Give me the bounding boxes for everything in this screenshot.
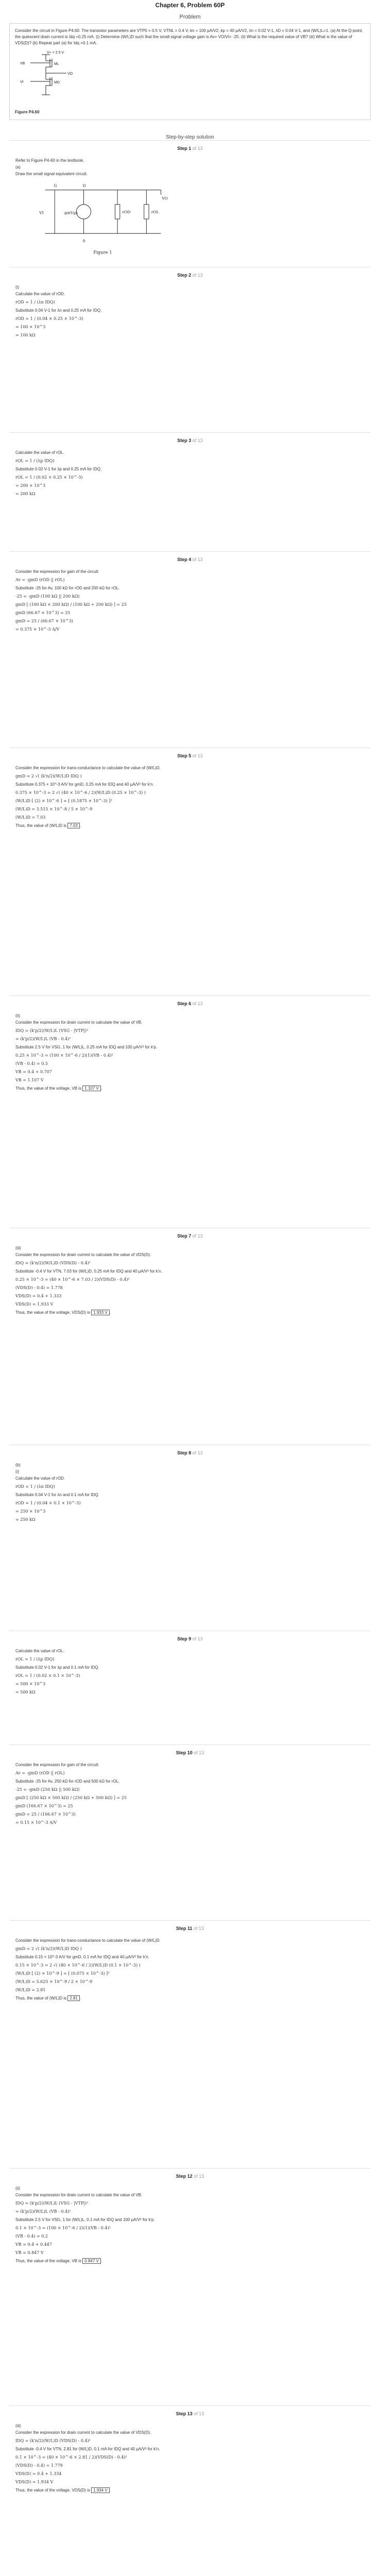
step-heading [9, 1745, 371, 1759]
step-number: Step 9 [177, 1636, 192, 1641]
md-label: MD [54, 81, 60, 84]
text-line: (a) [15, 165, 21, 170]
step-body [9, 566, 371, 641]
text-line: Consider the expression for gain of the circuit. [15, 1762, 99, 1767]
text-line: Substitute -25 for Av, 100 kΩ for rOD and 200 kΩ for rOL. [15, 586, 120, 590]
vi-label: VI [20, 80, 24, 84]
step-heading [9, 1631, 371, 1646]
step-number: Step 7 [177, 1233, 192, 1239]
solution-step [9, 267, 371, 432]
equation-line: rOL = 1 / (0.02 × 0.25 × 10^-3) [15, 475, 83, 480]
equation-line: VB = 0.4 + 0.447 [15, 2242, 52, 2247]
step-of-total: of 13 [192, 1750, 204, 1755]
step-of-total: of 13 [191, 1636, 203, 1641]
equation-line: 0.25 × 10^-3 = (40 × 10^-6 × 7.03 / 2)(VDS(D) - 0.4)² [15, 1277, 130, 1282]
vb-label: VB [20, 62, 25, 65]
step-body [9, 1460, 371, 1532]
equation-line: rOL = 1 / (λp IDQ) [15, 1657, 55, 1662]
equation-line: rOD = 1 / (λn IDQ) [15, 1484, 55, 1489]
equation-line: = 100 kΩ [15, 333, 36, 337]
step-heading [9, 1921, 371, 1935]
circuit-label-s: S [82, 239, 85, 243]
step-of-total: of 13 [191, 1450, 203, 1455]
solution-step [9, 2168, 371, 2405]
problem-statement [9, 23, 371, 120]
step-number: Step 3 [177, 438, 192, 443]
step-heading [9, 552, 371, 566]
equation-line: IDQ = (k'p/2)(W/L)L (VSG - |VTP|)² [15, 2201, 89, 2206]
answer-line [15, 1995, 365, 2002]
equation-line: (W/L)D = 2.81 [15, 1988, 46, 1992]
step-of-total: of 13 [191, 146, 203, 151]
answer-box: 1.107 V [82, 1086, 101, 1091]
step-body [9, 282, 371, 347]
step-number: Step 4 [177, 557, 192, 562]
text-line: Substitute 2.5 V for VSG, 1 for (W/L)L, 0.25 mA for IDQ and 100 µA/V² for k'p. [15, 1045, 158, 1049]
text-line: (ii) [15, 1013, 20, 1018]
equation-line: rOD = 1 / (0.04 × 0.1 × 10^-3) [15, 1501, 81, 1505]
text-line: Consider the expression for trans-conductance to calculate the value of (W/L)D. [15, 1938, 161, 1943]
step-body [9, 762, 371, 836]
figure-caption: Figure P4.60 [15, 110, 40, 114]
text-line: Consider the expression for drain current to calculate the value of VB. [15, 2193, 143, 2197]
step-number: Step 8 [177, 1450, 192, 1455]
step-body [9, 2420, 371, 2501]
text-line: Calculate the value of rOD. [15, 1476, 65, 1481]
equation-line: (W/L)D [ (2) × 10^-9 ] = [ (0.075 × 10^-3) ]² [15, 1971, 110, 1976]
text-line: Substitute 0.02 V-1 for λp and 0.1 mA for IDQ. [15, 1665, 99, 1670]
equation-line: gmD = 25 / (66.67 × 10^3) [15, 619, 73, 623]
text-line: Substitute -25 for Av, 250 kΩ for rOD and 500 kΩ for rOL. [15, 1779, 120, 1784]
vo-label: VO [67, 72, 73, 76]
problem-label: Problem [179, 14, 201, 20]
equation-line: 0.375 × 10^-3 = 2 √( (40 × 10^-6 / 2)(W/L)D (0.25 × 10^-3) ) [15, 790, 146, 795]
step-of-total: of 13 [192, 1926, 204, 1931]
text-line: Consider the expression for trans-conductance to calculate the value of (W/L)D. [15, 766, 161, 770]
answer-period: . [79, 1996, 81, 2001]
answer-period: . [100, 2259, 102, 2263]
step-body [9, 1759, 371, 1835]
step-number: Step 1 [177, 146, 192, 151]
text-line: Consider the expression for drain current to calculate the value of VB. [15, 1020, 143, 1025]
equation-line: (W/L)D = 7.03 [15, 815, 46, 820]
step-heading [9, 1228, 371, 1243]
equation-line: = (k'p/2)(W/L)L (VB - 0.4)² [15, 1037, 71, 1041]
equation-line: VB = 0.847 V [15, 2250, 44, 2255]
answer-box: 0.847 V [82, 2258, 101, 2264]
equation-line: (W/L)D = 3.515 × 10^-8 / 5 × 10^-9 [15, 807, 93, 811]
circuit-label-ro2: rOL [151, 209, 159, 214]
equation-line: IDQ = (k'p/2)(W/L)L (VSG - |VTP|)² [15, 1028, 89, 1033]
equation-line: = 0.375 × 10^-3 A/V [15, 627, 60, 632]
text-line: (iii) [15, 2424, 21, 2428]
text-line: Calculate the value of rOL. [15, 450, 64, 455]
current-source [76, 205, 91, 219]
step-number: Step 11 [176, 1926, 193, 1931]
equation-line: gmD [ (250 kΩ × 500 kΩ) / (250 kΩ + 500 kΩ) ] = 25 [15, 1795, 127, 1800]
answer-period: . [109, 1310, 111, 1315]
text-line: Draw the small signal equivalent circuit. [15, 172, 88, 176]
text-line: (ii) [15, 2186, 20, 2191]
step-heading [9, 996, 371, 1010]
equation-line: = (k'p/2)(W/L)L (VB - 0.4)² [15, 2209, 71, 2214]
answer-period: . [100, 1086, 102, 1091]
text-line: Calculate the value of rOL. [15, 1649, 64, 1653]
figure-p4-60 [15, 49, 92, 106]
answer-line [15, 2487, 365, 2494]
solution-step [9, 1228, 371, 1445]
equation-line: VDS(D) = 0.4 + 1.333 [15, 1294, 62, 1298]
text-line: (i) [15, 1469, 20, 1474]
answer-box: 1.934 V [91, 2487, 110, 2493]
text-line: Substitute 0.375 × 10^-3 A/V for gmD, 0.25 mA for IDQ and 40 µA/V² for k'n. [15, 782, 154, 787]
solution-step [9, 432, 371, 551]
circuit-label-caption: Figure 1 [93, 249, 112, 255]
equation-line: -25 = -gmD (250 kΩ || 500 kΩ) [15, 1787, 80, 1792]
equation-line: gmD [ (100 kΩ × 200 kΩ) / (100 kΩ + 200 kΩ) ] = 25 [15, 602, 127, 607]
solution-step [9, 995, 371, 1228]
text-line: Substitute -0.4 V for VTN, 2.81 for (W/L)D, 0.1 mA for IDQ and 40 µA/V² for k'n. [15, 2447, 160, 2451]
equation-line: = 250 kΩ [15, 1517, 36, 1522]
equation-line: VB = 0.4 + 0.707 [15, 1070, 52, 1074]
circuit-label-ro1: rOD [122, 209, 131, 214]
circuit-label-vi: VI [39, 210, 44, 215]
equation-line: (VDS(D) - 0.4) = 1.778 [15, 1285, 63, 1290]
answer-box: 1.933 V [91, 1310, 110, 1315]
equation-line: Av = -gmD (rOD || rOL) [15, 1771, 65, 1775]
equation-line: rOL = 1 / (λp IDQ) [15, 459, 55, 463]
text-line: (b) [15, 1463, 21, 1467]
supply-label: V+ = 2.5 V [47, 51, 64, 55]
step-heading [9, 141, 371, 155]
equation-line: VB = 1.107 V [15, 1078, 44, 1082]
solution-step [9, 748, 371, 995]
equation-line: IDQ = (k'n/2)(W/L)D (VDS(D) - 0.4)² [15, 2438, 91, 2443]
answer-line [15, 1085, 365, 1092]
text-line: Refer to Figure P4-60 in the textbook. [15, 158, 84, 163]
answer-line [15, 2258, 365, 2264]
answer-prefix: Thus, the value of the voltage, VB is [15, 1086, 83, 1091]
equation-line: = 500 × 10^3 [15, 1682, 46, 1686]
text-line: (iii) [15, 1246, 21, 1250]
equation-line: -25 = -gmD (100 kΩ || 200 kΩ) [15, 594, 80, 599]
answer-prefix: Thus, the value of the voltage, VDS(D) is [15, 2488, 92, 2493]
equation-line: rOL = 1 / (0.02 × 0.1 × 10^-3) [15, 1673, 80, 1678]
equation-line: rOD = 1 / (0.04 × 0.25 × 10^-3) [15, 316, 83, 321]
text-line: Substitute 0.02 V-1 for λp and 0.25 mA for IDQ. [15, 467, 102, 471]
equation-line: (W/L)D = 5.625 × 10^-9 / 2 × 10^-9 [15, 1979, 93, 1984]
step-of-total: of 13 [191, 438, 203, 443]
step-body [9, 2183, 371, 2272]
equation-line: (VDS(D) - 0.4) = 1.779 [15, 2463, 63, 2468]
equation-line: IDQ = (k'n/2)(W/L)D (VDS(D) - 0.4)² [15, 1261, 91, 1265]
step-heading [9, 433, 371, 447]
step-heading [9, 748, 371, 762]
equation-line: gmD (166.67 × 10^3) = 25 [15, 1804, 73, 1808]
equation-line: = 100 × 10^3 [15, 325, 46, 329]
text-line: Calculate the value of rOD. [15, 292, 65, 296]
text-line: Consider the expression for gain of the circuit. [15, 569, 99, 574]
text-line: Substitute 0.04 V-1 for λn and 0.25 mA for IDQ. [15, 308, 102, 313]
equation-line: (VB - 0.4) = 0.5 [15, 1061, 48, 1066]
text-line: Consider the expression for drain current to calculate the value of VDS(D). [15, 2430, 151, 2435]
solution-step [9, 1631, 371, 1744]
ml-label: ML [54, 62, 59, 66]
answer-period: . [79, 823, 81, 828]
equation-line: (VB - 0.4) = 0.2 [15, 2234, 48, 2239]
answer-period: . [109, 2488, 111, 2493]
equation-line: gmD = 25 / (166.67 × 10^3) [15, 1812, 76, 1817]
steps-container [0, 140, 380, 2576]
problem-text: Consider the circuit in Figure P4.60. The transistor parameters are VTP0 = 0.5 V, VTNL = 0.4 V, kn = 100 µA/V2, kp = 40 µA/V2, λn = 0.02 V-1, λD = 0.04 V-1, and (W/L)L=1. (a) At the Q-point, the quiescent drain current is Idq =0.25 mA. (i) Determine (W/L)D such that the small-signal voltage gain is Av= VO/VI= -25. (ii) What is the required value of VB? (iii) What is the value of VDS(D)? (b) Repeat part (a) for Idq =0.1 mA. [15, 28, 363, 45]
step-of-total: of 13 [191, 273, 203, 278]
equation-line: VDS(D) = 1.933 V [15, 1302, 54, 1307]
equation-line: = 200 kΩ [15, 492, 36, 496]
text-line: Substitute -0.4 V for VTN, 7.03 for (W/L)D, 0.25 mA for IDQ and 40 µA/V² for k'n. [15, 1269, 162, 1274]
text-line: Substitute 2.5 V for VSG, 1 for (W/L)L, 0.1 mA for IDQ and 100 µA/V² for k'p. [15, 2217, 155, 2222]
step-body [9, 1935, 371, 2009]
text-line: Substitute 0.15 × 10^-3 A/V for gmD, 0.1 mA for IDQ and 40 µA/V² for k'n. [15, 1955, 150, 1959]
answer-box: 2.81 [67, 1995, 80, 2001]
step-number: Step 12 [176, 2174, 193, 2179]
equation-line: 0.15 × 10^-3 = 2 √( (40 × 10^-6 / 2)(W/L)D (0.1 × 10^-3) ) [15, 1963, 141, 1968]
step-body [9, 1010, 371, 1099]
step-body [9, 447, 371, 506]
step-body [9, 155, 371, 267]
answer-prefix: Thus, the value of (W/L)D is [15, 1996, 68, 2001]
solution-step [9, 140, 371, 267]
step-number: Step 10 [176, 1750, 193, 1755]
solution-step [9, 551, 371, 748]
solution-step [9, 1920, 371, 2168]
equation-line: gmD (66.67 × 10^3) = 25 [15, 611, 71, 615]
text-line: Consider the expression for drain current to calculate the value of VDS(D). [15, 1252, 151, 1257]
equation-line: VDS(D) = 0.4 + 1.334 [15, 2471, 62, 2476]
step-of-total: of 13 [191, 557, 203, 562]
circuit-label-d: D [82, 183, 86, 189]
circuit-label-gm: gmVgs [64, 210, 78, 215]
answer-prefix: Thus, the value of the voltage, VDS(D) is [15, 1310, 92, 1315]
chapter-title: Chapter 6, Problem 60P [155, 2, 225, 9]
answer-box: 7.03 [67, 823, 80, 828]
equation-line: 0.1 × 10^-3 = (100 × 10^-6 / 2)(1)(VB - 0.4)² [15, 2226, 111, 2230]
small-signal-circuit [31, 180, 175, 258]
equation-line: VDS(D) = 1.934 V [15, 2480, 54, 2484]
solution-step [9, 2405, 371, 2576]
step-number: Step 13 [176, 2411, 193, 2416]
answer-line [15, 1309, 365, 1316]
answer-line [15, 822, 365, 829]
answer-prefix: Thus, the value of (W/L)D is [15, 823, 68, 828]
step-body [9, 1243, 371, 1323]
step-of-total: of 13 [191, 1233, 203, 1239]
solution-label: Step-by-step solution [166, 134, 214, 140]
text-line: (i) [15, 285, 20, 290]
step-heading [9, 1445, 371, 1460]
step-of-total: of 13 [191, 1001, 203, 1006]
answer-prefix: Thus, the value of the voltage, VB is [15, 2259, 83, 2263]
equation-line: = 0.15 × 10^-3 A/V [15, 1820, 57, 1825]
resistor [144, 205, 149, 219]
solution-step [9, 1744, 371, 1920]
step-number: Step 6 [177, 1001, 192, 1006]
equation-line: = 500 kΩ [15, 1690, 36, 1694]
step-heading [9, 267, 371, 282]
equation-line: Av = -gmD (rOD || rOL) [15, 578, 65, 582]
equation-line: (W/L)D [ (2) × 10^-6 ] = [ (0.1875 × 10^-3) ]² [15, 799, 112, 803]
step-of-total: of 13 [192, 2411, 204, 2416]
equation-line: 0.1 × 10^-3 = (40 × 10^-6 × 2.81 / 2)(VDS(D) - 0.4)² [15, 2455, 127, 2460]
step-number: Step 2 [177, 273, 192, 278]
equation-line: = 250 × 10^3 [15, 1509, 46, 1514]
solution-step [9, 1445, 371, 1631]
equation-line: 0.25 × 10^-3 = (100 × 10^-6 / 2)(1)(VB - 0.4)² [15, 1053, 113, 1058]
step-of-total: of 13 [192, 2174, 204, 2179]
step-body [9, 1646, 371, 1704]
resistor [115, 205, 119, 219]
equation-line: gmD = 2 √( (k'n/2)(W/L)D IDQ ) [15, 774, 82, 778]
circuit-label-vo: VO [162, 196, 168, 201]
equation-line: rOD = 1 / (λn IDQ) [15, 300, 55, 304]
step-heading [9, 2168, 371, 2183]
equation-line: gmD = 2 √( (k'n/2)(W/L)D IDQ ) [15, 1946, 82, 1951]
equation-line: = 200 × 10^3 [15, 483, 46, 488]
step-heading [9, 2406, 371, 2420]
circuit-label-g: G [54, 183, 57, 189]
step-of-total: of 13 [191, 753, 203, 758]
step-number: Step 5 [177, 753, 192, 758]
text-line: Substitute 0.04 V-1 for λn and 0.1 mA for IDQ. [15, 1493, 99, 1497]
